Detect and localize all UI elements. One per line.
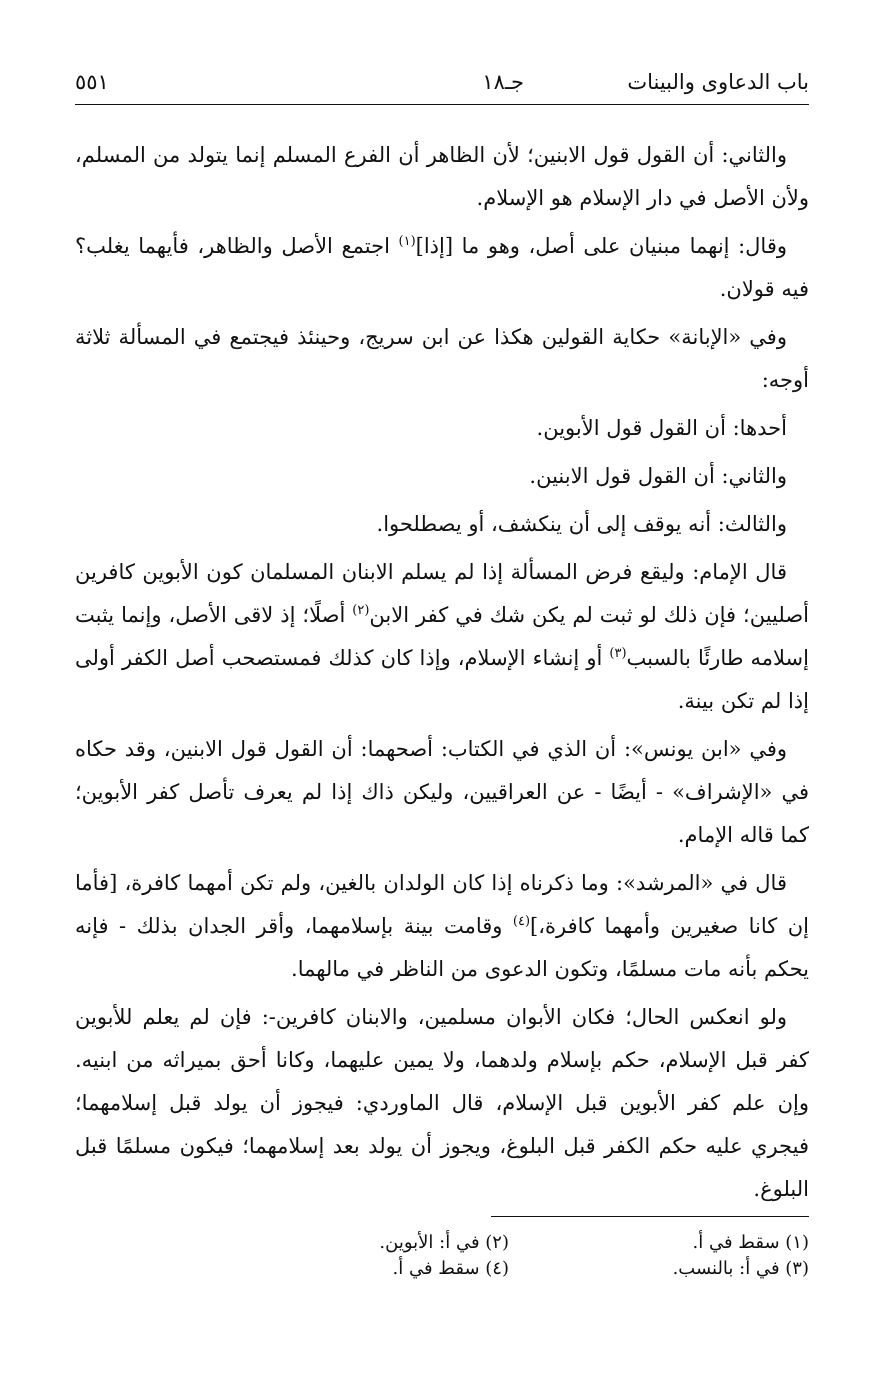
footnote-marker-1: (١) [398, 234, 416, 249]
paragraph-6 [75, 862, 809, 991]
footnote-marker-2: (٢) [352, 603, 370, 618]
header-rule [75, 104, 809, 105]
running-title: باب الدعاوى والبينات [627, 70, 809, 94]
paragraph-4-part-b: أصلًا؛ إذ لاقى الأصل، وإنما يثبت إسلامه طارئًا بالسبب [75, 603, 809, 670]
list-item-3: والثالث: أنه يوقف إلى أن ينكشف، أو يصطلحوا. [376, 512, 787, 536]
footnote-row-1 [289, 1230, 809, 1256]
footnote-2: (٢) في أ: الأبوين. [379, 1232, 509, 1253]
footnote-marker-3: (٣) [609, 646, 627, 661]
paragraph-6-part-b: وقامت بينة بإسلامهما، وأقر الجدان بذلك - فإنه يحكم بأنه مات مسلمًا، وتكون الدعوى من الناظر في مالهما. [75, 914, 809, 981]
footnotes [289, 1230, 809, 1282]
paragraph-5: وفي «ابن يونس»: أن الذي في الكتاب: أصحهما: أن القول قول الابنين، وقد حكاه في «الإشراف» - أيضًا - عن العراقيين، وليكن ذاك إذا لم يعرف تأصل كفر الأبوين؛ كما قاله الإمام. [75, 737, 809, 847]
paragraph-7: ولو انعكس الحال؛ فكان الأبوان مسلمين، والابنان كافرين-: فإن لم يعلم للأبوين كفر قبل الإسلام، حكم بإسلام ولدهما، ولا يمين عليهما، وكانا أحق بميراثه من ابنيه. وإن علم كفر الأبوين قبل الإسلام، قال الماوردي: فيجوز أن يولد قبل إسلامهما؛ فيجري عليه حكم الكفر قبل البلوغ، ويجوز أن يولد بعد إسلامهما؛ فيكون مسلمًا قبل البلوغ. [75, 1005, 809, 1201]
footnote-4: (٤) سقط في أ. [392, 1258, 509, 1279]
paragraph-6-part-a: قال في «المرشد»: وما ذكرناه إذا كان الولدان بالغين، ولم تكن أمهما كافرة، [فأما إن كانا صغيرين وأمهما كافرة،] [75, 871, 809, 938]
main-text [75, 134, 809, 1216]
paragraph-4-part-c: أو إنشاء الإسلام، وإذا كان كذلك فمستصحب أصل الكفر أولى إذا لم تكن بينة. [75, 646, 809, 713]
paragraph-4 [75, 551, 809, 723]
volume-label: جـ١٨ [482, 70, 524, 94]
book-page [75, 62, 809, 1279]
page-number: ٥٥١ [75, 70, 109, 94]
paragraph-2 [75, 225, 809, 311]
footnote-marker-4: (٤) [512, 914, 531, 929]
list-item-1: أحدها: أن القول قول الأبوين. [536, 416, 787, 440]
paragraph-2-part-b: اجتمع الأصل والظاهر، فأيهما يغلب؟ فيه قولان. [75, 234, 809, 301]
footnote-row-2 [289, 1256, 809, 1282]
page-header [75, 62, 809, 102]
list-item-2: والثاني: أن القول قول الابنين. [529, 464, 787, 488]
paragraph-1: والثاني: أن القول قول الابنين؛ لأن الظاهر أن الفرع المسلم إنما يتولد من المسلم، ولأن الأصل في دار الإسلام هو الإسلام. [75, 143, 809, 210]
paragraph-4-part-a: قال الإمام: وليقع فرض المسألة إذا لم يسلم الابنان المسلمان كون الأبوين كافرين أصليين؛ فإن ذلك لو ثبت لم يكن شك في كفر الابن [75, 560, 809, 627]
footnote-rule [491, 1216, 809, 1217]
footnote-1: (١) سقط في أ. [692, 1232, 809, 1253]
paragraph-2-part-a: وقال: إنهما مبنيان على أصل، وهو ما [إذا] [415, 234, 787, 258]
paragraph-3: وفي «الإبانة» حكاية القولين هكذا عن ابن سريج، وحينئذ فيجتمع في المسألة ثلاثة أوجه: [75, 325, 809, 392]
footnote-3: (٣) في أ: بالنسب. [672, 1258, 809, 1279]
